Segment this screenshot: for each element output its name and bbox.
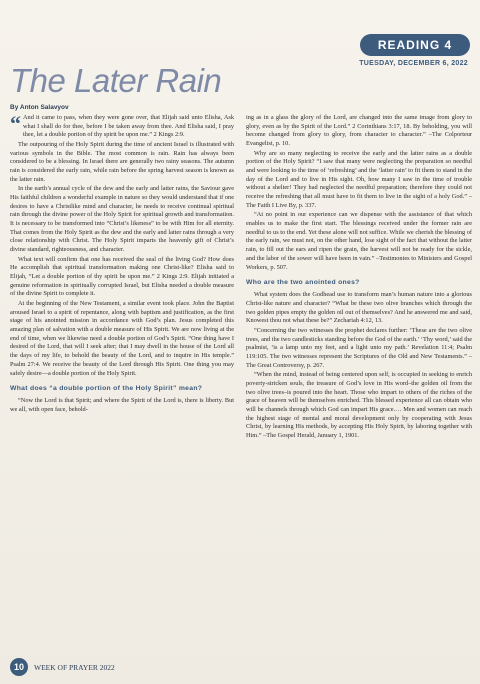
article-byline: By Anton Salavyov [10, 104, 69, 111]
paragraph-intro-text: And it came to pass, when they were gone over, that Elijah said unto Elisha, Ask what I shall do for thee, before I be taken away from thee. And Elisha said, I pray thee, let a double portion of thy spirit be upon me.” 2 Kings 2:9. [23, 114, 234, 139]
publication-name: WEEK OF PRAYER 2022 [34, 663, 115, 672]
paragraph: “Now the Lord is that Spirit; and where the Spirit of the Lord is, there is liberty. But we all, with open face, behold- [10, 397, 234, 413]
paragraph: “Concerning the two witnesses the prophet declares further: ‘These are the two olive trees, and the two candlesticks standing before the God of the earth.’ ‘Thy word,’ said the psalmist, ‘is a lamp unto my feet, and a light unto my path.’ Revelation 11:4; Psalm 119:105. The two witnesses represent the Scriptures of the Old and New Testaments.” –The Great Controversy, p. 267. [246, 326, 472, 369]
paragraph: What text will confirm that one has received the seal of the living God? How does He accomplish that spiritual transformation making one Christ-like? Elisha said to Elijah, “Let a double portion of thy spirit be upon me.” 2 Kings 2:9. Elijah initiated a genuine reformation in spiritually corrupted Israel, but Elisha needed a double measure of the divine Spirit to complete it. [10, 255, 234, 298]
paragraph: “At no point in our experience can we dispense with the assistance of that which enables us to make the first start. The blessings received under the former rain are needful to us to the end. Yet these alone will not suffice. While we cherish the blessing of the early rain, we must not, on the other hand, lose sight of the fact that without the latter rain, to fill out the ears and ripen the grain, the harvest will not be ready for the sickle, and the labor of the sower will have been in vain.” –Testimonies to Ministers and Gospel Workers, p. 507. [246, 211, 472, 271]
page-number: 10 [10, 658, 28, 676]
section-heading-double-portion: What does “a double portion of the Holy Spirit” mean? [10, 385, 203, 393]
paragraph: The outpouring of the Holy Spirit during the time of ancient Israel is illustrated with various symbols in the Bible. The most common is rain. Rain has always been considered to be a blessing. In Israel there are generally two rainy seasons. The autumn rain is considered the early rain, while rain before the spring harvest season is known as the latter rain. [10, 140, 234, 183]
paragraph: At the beginning of the New Testament, a similar event took place. John the Baptist aroused Israel to a spirit of repentance, along with baptism and justification, as the first stage of his anointed mission in accordance with God’s plan. Jesus completed this amazing plan of salvation with a double measure of His Spirit. We are now living at the end of time, when we likewise need a double portion of God’s Spirit. “One thing have I desired of the Lord, that will I seek after; that I may dwell in the house of the Lord all the days of my life, to behold the beauty of the Lord, and to inquire in His temple.” Psalm 27:4. We receive the beauty of the Lord through His Spirit. One thing you may safely desire—a double portion of the Holy Spirit. [10, 299, 234, 377]
right-column [246, 114, 472, 442]
article-title: The Later Rain [10, 62, 222, 99]
reading-badge: READING 4 [360, 34, 470, 56]
paragraph: What system does the Godhead use to transform man’s human nature into a glorious Christ-like nature and character? “What be these two olive branches which through the two golden pipes empty the golden oil out of themselves? And he answered me and said, Knowest thou not what these be?” Zechariah 4:12, 13. [246, 291, 472, 325]
opening-quote-icon: “ [10, 111, 21, 136]
paragraph: In the earth’s annual cycle of the dew and the early and latter rains, the Saviour gave His faithful children a wonderful example in nature so they would understand that if one desires to have a Christlike mind and character, he needs to receive continual spiritual rain through the divine power of the Holy Spirit for spiritual growth and transformation. It is necessary to be transformed into “Christ’s likeness” to be with Him for all eternity. That comes from the Holy Spirit as the dew and the early and latter rains through a very close relationship with Christ. The Holy Spirit imparts the heavenly gift of Christ’s divine standard, righteousness, and character. [10, 185, 234, 254]
section-heading-anointed-ones: Who are the two anointed ones? [246, 279, 360, 287]
reading-date: TUESDAY, DECEMBER 6, 2022 [359, 60, 468, 67]
paragraph: Why are so many neglecting to receive the early and the latter rains as a double portion of the Holy Spirit? “I saw that many were neglecting the preparation so needful and were looking to the time of ‘refreshing’ and the ‘latter rain’ to fit them to stand in the day of the Lord and to live in His sight. Oh, how many I saw in the time of trouble without a shelter! They had neglected the needful preparation; therefore they could not receive the refreshing that all must have to fit them to live in the sight of a holy God.” –The Faith I Live By, p. 337. [246, 149, 472, 209]
paragraph: “When the mind, instead of being centered upon self, is occupied in seeking to enrich poverty-stricken souls, the treasure of God’s love in His word–the golden oil from the two olive trees–is poured into the heart. Those who impart to others of the riches of the grace of heaven will be themselves enriched. This blessed experience all can obtain who will be channels through which God can impart His grace.… Men and women can reach the highest stage of mental and moral development only by cooperating with Jesus Christ, by learning His methods, by accepting His Holy Spirit, by laboring together with Him.” –The Gospel Herald, January 1, 1901. [246, 371, 472, 440]
paragraph-intro [10, 111, 234, 140]
paragraph: ing as in a glass the glory of the Lord, are changed into the same image from glory to glory, even as by the Spirit of the Lord.” 2 Corinthians 3:17, 18. By beholding, you will become changed from glory to glory, from character to character.” –The Colporteur Evangelist, p. 10. [246, 114, 472, 148]
left-column [10, 111, 234, 415]
